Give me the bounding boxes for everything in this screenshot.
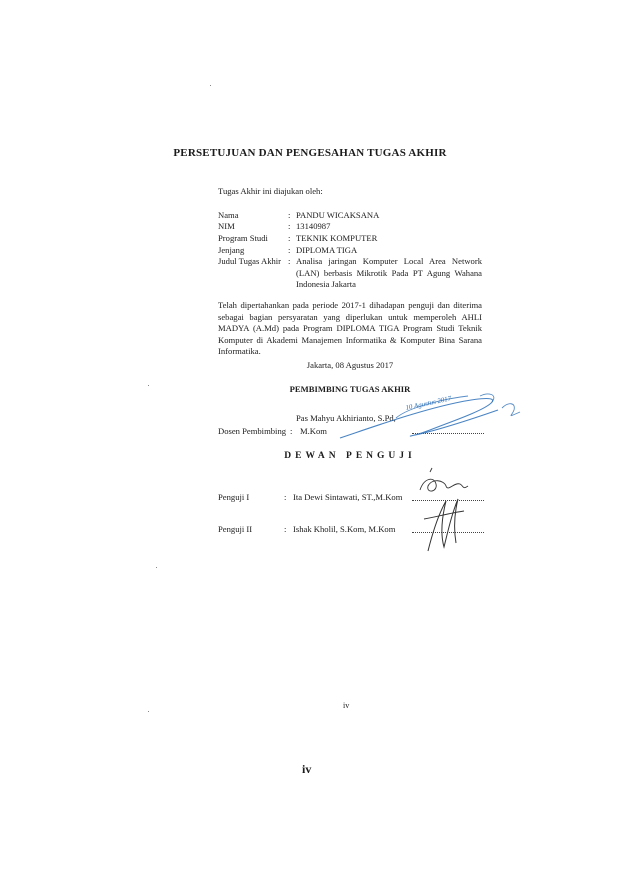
page-number-footer: iv	[302, 762, 312, 776]
pembimbing-label: Dosen Pembimbing	[218, 426, 287, 436]
field-separator: :	[284, 492, 287, 502]
scan-speck	[148, 711, 149, 712]
pembimbing-heading: PEMBIMBING TUGAS AKHIR	[289, 384, 411, 394]
penguji-2-label: Penguji II	[218, 524, 253, 534]
judul-value: Analisa jaringan Komputer Local Area Network (LAN) berbasis Mikrotik Pada PT Agung Wahana Indonesia Jakarta	[296, 256, 482, 289]
field-separator: :	[288, 245, 291, 255]
signature-date-note: 10 Agustus 2017	[404, 394, 452, 412]
field-label: Jenjang	[218, 245, 245, 255]
scan-speck	[156, 567, 157, 568]
field-separator: :	[288, 221, 291, 231]
document-title: PERSETUJUAN DAN PENGESAHAN TUGAS AKHIR	[173, 147, 447, 159]
field-label: Nama	[218, 210, 239, 220]
penguji-1-name: Ita Dewi Sintawati, ST.,M.Kom	[293, 492, 403, 502]
page-number-small: iv	[343, 701, 350, 710]
approval-paragraph: Telah dipertahankan pada periode 2017-1 dihadapan penguji dan diterima sebagai bagian persyaratan yang diperlukan untuk memperoleh AHLI MADYA (A.Md) pada Program DIPLOMA TIGA Program Studi Teknik Komputer di Akademi Manajemen Informatika & Komputer Bina Sarana Informatika.	[218, 300, 482, 356]
pembimbing-signature	[330, 390, 530, 450]
penguji-2-name: Ishak Kholil, S.Kom, M.Kom	[293, 524, 396, 534]
scan-speck	[148, 385, 149, 386]
field-label: NIM	[218, 221, 235, 231]
field-value: TEKNIK KOMPUTER	[296, 233, 378, 243]
field-label: Program Studi	[218, 233, 268, 243]
field-separator: :	[288, 233, 291, 243]
penguji-2-signature	[420, 495, 470, 555]
field-separator: :	[284, 524, 287, 534]
penguji-1-label: Penguji I	[218, 492, 250, 502]
field-separator: :	[288, 256, 291, 266]
intro-text: Tugas Akhir ini diajukan oleh:	[218, 186, 323, 196]
place-date: Jakarta, 08 Agustus 2017	[306, 360, 394, 370]
pembimbing-name-line2: M.Kom	[300, 426, 327, 436]
field-value: 13140987	[296, 221, 331, 231]
pembimbing-name-line1: Pas Mahyu Akhirianto, S.Pd,	[296, 413, 396, 423]
field-separator: :	[288, 210, 291, 220]
dewan-penguji-heading: DEWAN PENGUJI	[284, 451, 416, 461]
scan-speck	[210, 85, 211, 86]
field-value: PANDU WICAKSANA	[296, 210, 380, 220]
field-separator: :	[290, 426, 293, 436]
field-label: Judul Tugas Akhir	[218, 256, 282, 266]
field-value: DIPLOMA TIGA	[296, 245, 358, 255]
